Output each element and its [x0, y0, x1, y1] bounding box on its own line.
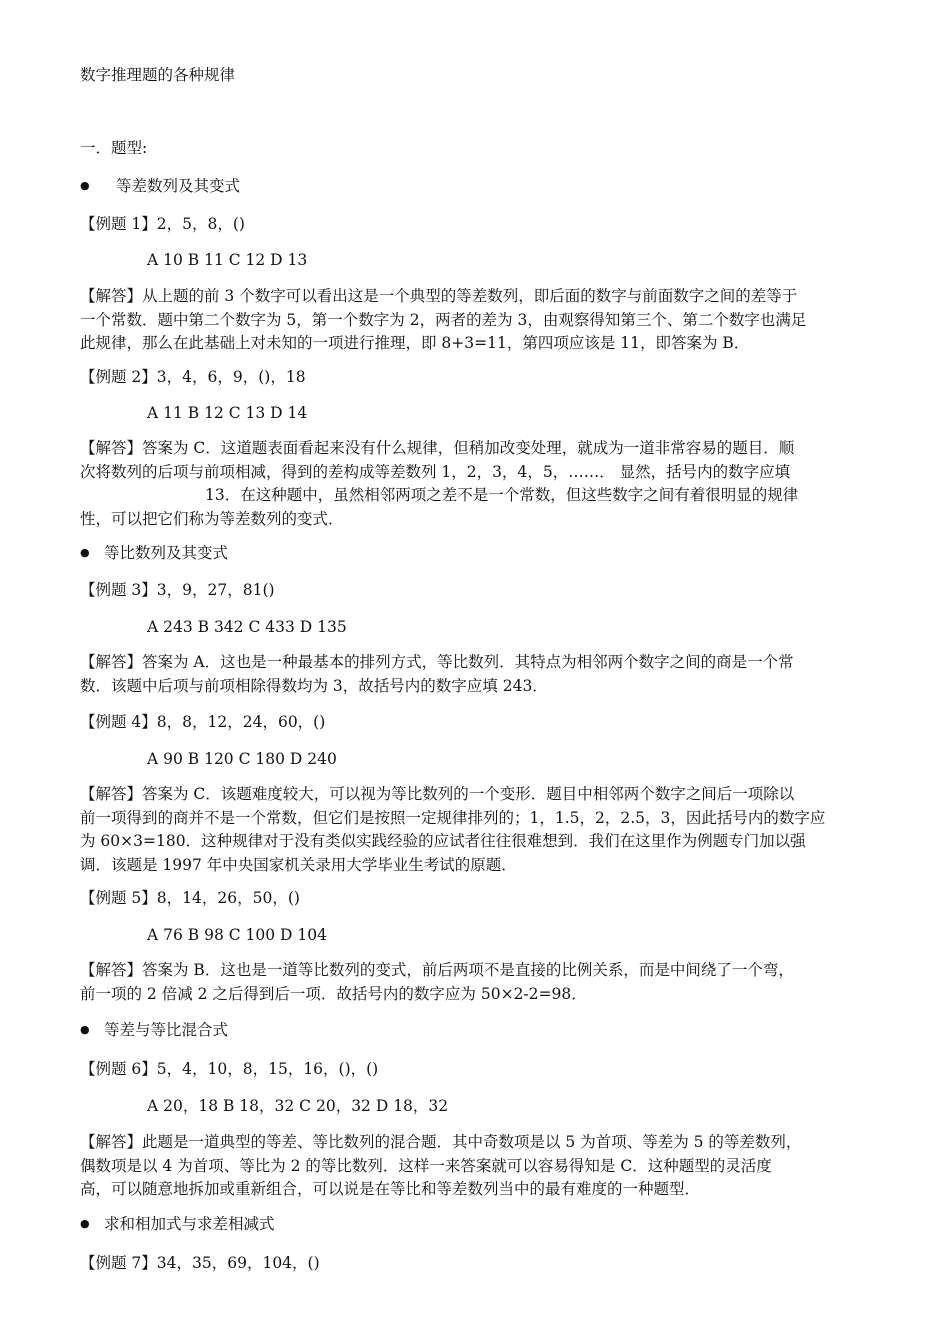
example-answer	[80, 1131, 870, 1202]
example-answer	[80, 959, 870, 1006]
answer-line: 【解答】答案为 B．这也是一道等比数列的变式，前后两项不是直接的比例关系，而是中间绕了一个弯，	[80, 961, 794, 979]
example-question: 【例题 7】34，35，69，104，()	[80, 1254, 320, 1272]
document-title: 数字推理题的各种规律	[80, 66, 236, 84]
answer-line: 性，可以把它们称为等差数列的变式．	[80, 509, 344, 528]
answer-line: 【解答】答案为 A．这也是一种最基本的排列方式，等比数列．其特点为相邻两个数字之间的商是一个常	[80, 653, 794, 671]
example-options: A 20，18 B 18，32 C 20，32 D 18，32	[147, 1097, 449, 1115]
example-question: 【例题 5】8，14，26，50，()	[80, 889, 300, 907]
bullet-heading: ● 等比数列及其变式	[80, 542, 228, 564]
example-question: 【例题 2】3，4，6，9，()，18	[80, 368, 306, 386]
example-answer	[80, 285, 870, 356]
section-heading: 一．题型:	[80, 139, 148, 157]
answer-line: 【解答】答案为 C．这道题表面看起来没有什么规律，但稍加改变处理，就成为一道非常容易的题目．顺	[80, 439, 795, 457]
answer-line: 前一项的 2 倍减 2 之后得到后一项．故括号内的数字应为 50×2-2=98．	[80, 984, 587, 1003]
example-question: 【例题 6】5，4，10，8，15，16，()，()	[80, 1060, 379, 1078]
example-options: A 243 B 342 C 433 D 135	[147, 618, 347, 636]
answer-line: 【解答】从上题的前 3 个数字可以看出这是一个典型的等差数列，即后面的数字与前面数字之间的差等于	[80, 287, 798, 305]
answer-line: 偶数项是以 4 为首项、等比为 2 的等比数列．这样一来答案就可以容易得知是 C．这种题型的灵活度	[80, 1156, 772, 1175]
answer-line: 【解答】此题是一道典型的等差、等比数列的混合题．其中奇数项是以 5 为首项、等差为 5 的等差数列，	[80, 1133, 802, 1151]
answer-line: 数．该题中后项与前项相除得数均为 3，故括号内的数字应填 243．	[80, 676, 548, 695]
example-question: 【例题 4】8，8，12，24，60，()	[80, 713, 326, 731]
example-answer	[80, 651, 870, 698]
example-answer	[80, 437, 870, 531]
bullet-heading: ● 等差数列及其变式	[80, 175, 240, 197]
bullet-heading: ● 求和相加式与求差相减式	[80, 1213, 275, 1235]
example-question: 【例题 1】2，5，8，()	[80, 215, 245, 233]
answer-line: 13．在这种题中，虽然相邻两项之差不是一个常数，但这些数字之间有着很明显的规律	[205, 486, 799, 504]
answer-line: 【解答】答案为 C．该题难度较大，可以视为等比数列的一个变形．题目中相邻两个数字之间后一项除以	[80, 785, 795, 803]
answer-line: 此规律，那么在此基础上对未知的一项进行推理，即 8+3=11，第四项应该是 11，即答案为 B．	[80, 334, 750, 352]
answer-line: 次将数列的后项与前项相减，得到的差构成等差数列 1，2，3，4，5，……． 显然，括号内的数字应填	[80, 462, 791, 481]
answer-line: 调．该题是 1997 年中央国家机关录用大学毕业生考试的原题．	[80, 855, 517, 874]
bullet-heading: ● 等差与等比混合式	[80, 1019, 228, 1041]
answer-line: 前一项得到的商并不是一个常数，但它们是按照一定规律排列的；1，1.5，2，2.5，3，因此括号内的数字应	[80, 808, 826, 827]
example-options: A 11 B 12 C 13 D 14	[147, 404, 308, 422]
example-options: A 76 B 98 C 100 D 104	[147, 926, 327, 944]
answer-line: 为 60×3=180．这种规律对于没有类似实践经验的应试者往往很难想到．我们在这里作为例题专门加以强	[80, 832, 806, 850]
answer-line: 一个常数．题中第二个数字为 5，第一个数字为 2，两者的差为 3，由观察得知第三个、第二个数字也满足	[80, 310, 807, 329]
example-answer	[80, 783, 870, 877]
answer-line: 高，可以随意地拆加或重新组合，可以说是在等比和等差数列当中的最有难度的一种题型．	[80, 1180, 701, 1198]
example-options: A 90 B 120 C 180 D 240	[147, 750, 337, 768]
example-options: A 10 B 11 C 12 D 13	[147, 251, 308, 269]
example-question: 【例题 3】3，9，27，81()	[80, 581, 275, 599]
